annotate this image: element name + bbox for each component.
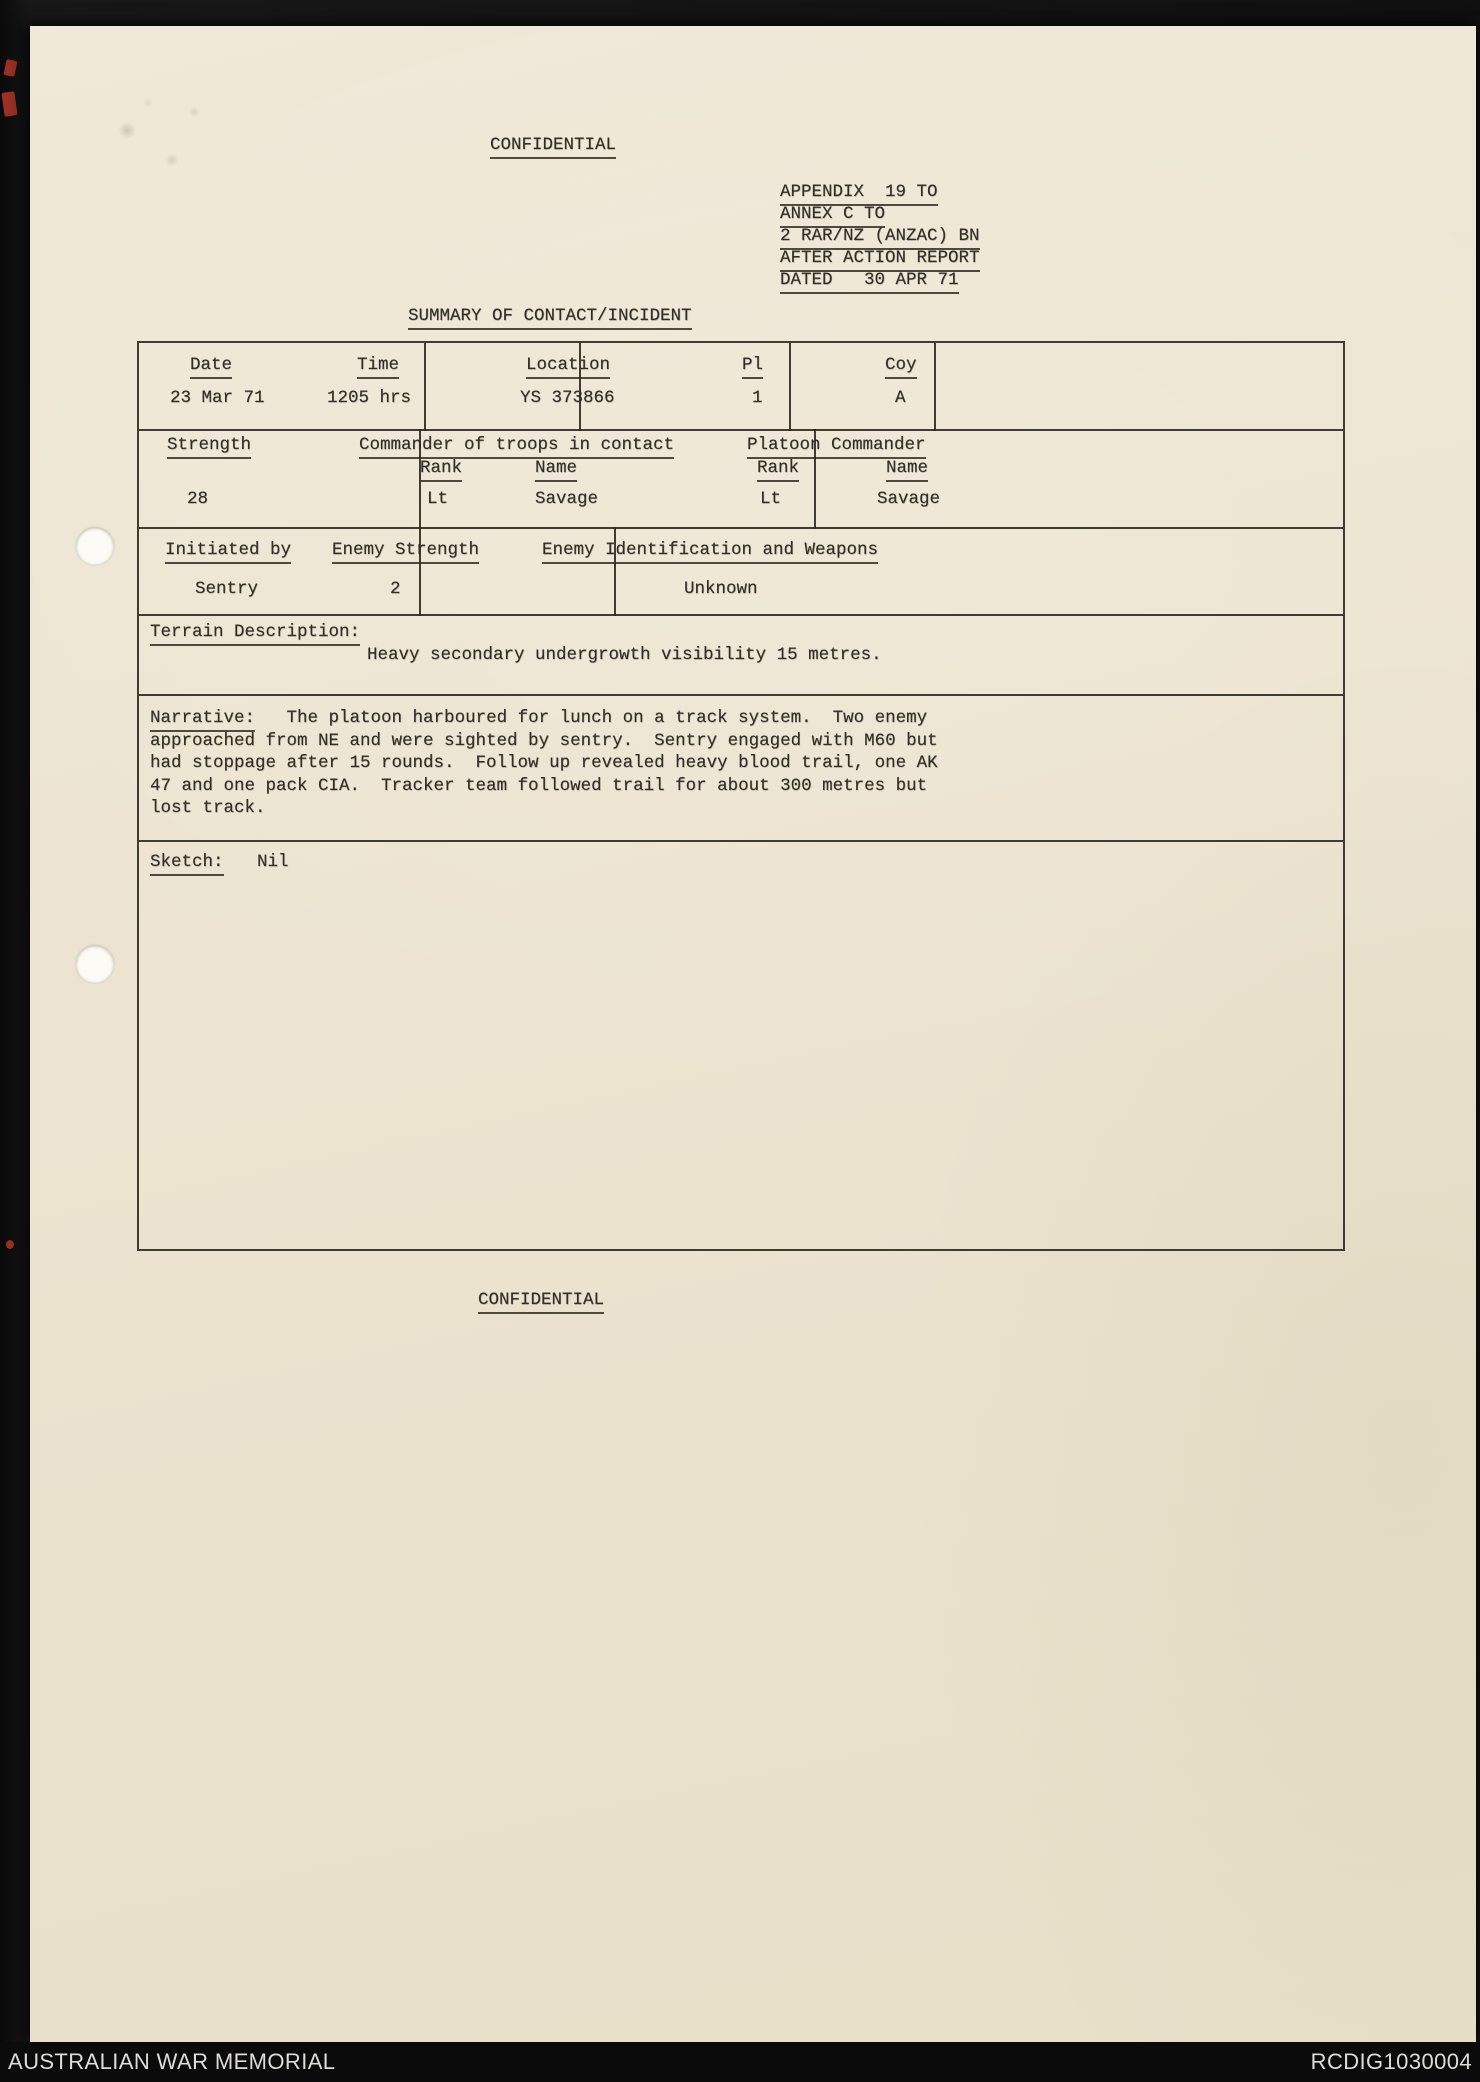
appendix-line-5: DATED 30 APR 71 [780, 270, 959, 294]
sketch-value: Nil [257, 852, 289, 872]
header-commander-name: Name [535, 458, 577, 482]
value-location: YS 373866 [520, 388, 615, 408]
header-enemy-strength: Enemy Strength [332, 540, 479, 564]
header-location: Location [526, 355, 610, 379]
red-ink-mark-1 [3, 59, 17, 77]
terrain-text: Heavy secondary undergrowth visibility 15 metres. [367, 645, 882, 665]
header-date: Date [190, 355, 232, 379]
hole-punch-bottom [76, 945, 114, 983]
value-time: 1205 hrs [327, 388, 412, 408]
archive-credit: AUSTRALIAN WAR MEMORIAL [8, 2049, 336, 2074]
value-platoon-rank: Lt [760, 489, 782, 509]
header-platoon-rank: Rank [757, 458, 799, 482]
header-time: Time [357, 355, 399, 379]
red-ink-dot [6, 1240, 14, 1249]
narrative-block [150, 707, 950, 820]
value-commander-rank: Lt [427, 489, 449, 509]
header-commander-rank: Rank [420, 458, 462, 482]
header-platoon-commander: Platoon Commander [747, 435, 926, 459]
value-initiated-by: Sentry [195, 579, 259, 599]
value-pl: 1 [752, 388, 763, 408]
value-strength: 28 [187, 489, 209, 509]
value-platoon-name: Savage [877, 489, 941, 509]
appendix-line-2: ANNEX C TO [780, 204, 885, 228]
value-date: 23 Mar 71 [170, 388, 265, 408]
value-commander-name: Savage [535, 489, 599, 509]
header-commander-of-troops: Commander of troops in contact [359, 435, 674, 459]
smudge-marks [85, 81, 225, 191]
terrain-label: Terrain Description: [150, 622, 360, 646]
value-enemy-identification: Unknown [684, 579, 758, 599]
narrative-text: The platoon harboured for lunch on a track system. Two enemy approached from NE and were sighted by sentry. Sentry engaged with M60 but had stoppage after 15 rounds. Follow up revealed heavy blood trail, one AK 47 and one pack CIA. Tracker team followed trail for about 300 metres but lost track. [150, 708, 949, 818]
header-initiated-by: Initiated by [165, 540, 291, 564]
hole-punch-top [76, 527, 114, 565]
header-pl: Pl [742, 355, 763, 379]
footer-bar [0, 2042, 1480, 2082]
value-coy: A [895, 388, 906, 408]
appendix-line-3: 2 RAR/NZ (ANZAC) BN [780, 226, 980, 250]
header-strength: Strength [167, 435, 251, 459]
classification-bottom: CONFIDENTIAL [478, 1290, 604, 1314]
catalog-number: RCDIG1030004 [1310, 2049, 1472, 2074]
appendix-line-1: APPENDIX 19 TO [780, 182, 938, 206]
document-title: SUMMARY OF CONTACT/INCIDENT [408, 306, 692, 330]
header-coy: Coy [885, 355, 917, 379]
document-paper [30, 26, 1476, 2042]
appendix-block [780, 182, 980, 292]
value-enemy-strength: 2 [390, 579, 401, 599]
header-platoon-name: Name [886, 458, 928, 482]
sketch-label: Sketch: [150, 852, 224, 876]
classification-top: CONFIDENTIAL [490, 135, 616, 159]
narrative-label: Narrative: [150, 708, 255, 732]
header-enemy-identification: Enemy Identification and Weapons [542, 540, 878, 564]
red-ink-mark-2 [1, 91, 17, 117]
appendix-line-4: AFTER ACTION REPORT [780, 248, 980, 272]
summary-table [137, 341, 1345, 1251]
